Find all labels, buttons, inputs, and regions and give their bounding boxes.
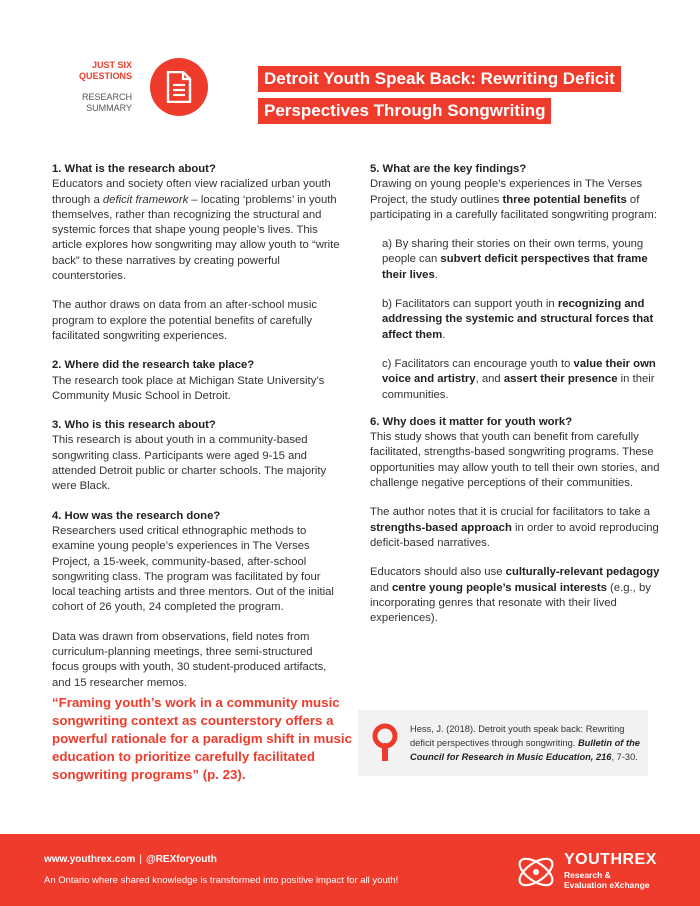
magnifier-icon <box>370 723 400 761</box>
youthrex-logo <box>514 850 664 894</box>
right-column <box>370 162 660 640</box>
header-kicker-block <box>60 60 132 114</box>
title-line-2: Perspectives Through Songwriting <box>258 98 551 124</box>
q4-paragraph-2: Data was drawn from observations, field notes from curriculum-planning meetings, three semi-structured focus groups with youth, 30 student-produced artifacts, and 15 researcher memos. <box>52 630 327 689</box>
pull-quote: “Framing youth’s work in a community music songwriting context as counterstory offers a powerful rationale for a paradigm shift in music education to prioritize carefully facilitated songwriting programs” (p. 23). <box>52 695 352 782</box>
q2-heading: 2. Where did the research take place? <box>52 359 255 372</box>
footer-tagline: An Ontario where shared knowledge is transformed into positive impact for all youth! <box>44 875 399 886</box>
citation-text: Hess, J. (2018). Detroit youth speak back: Rewriting deficit perspectives through songwriting. Bulletin of the Council for Research in Music Education, 216, 7-30. <box>410 724 640 762</box>
q1-heading: 1. What is the research about? <box>52 163 216 175</box>
kicker-line-2: QUESTIONS <box>78 71 132 81</box>
q6-paragraph-2: The author notes that it is crucial for facilitators to take a strengths-based approach in order to avoid reproducing deficit-based narratives. <box>370 506 659 549</box>
q6-paragraph-1: This study shows that youth can benefit from carefully facilitated, strengths-based songwriting programs. These opportunities may allow youth to tell their own stories, and challenge negative perceptions of their communities. <box>370 431 660 490</box>
q1-paragraph-1: Educators and society often view racialized urban youth through a deficit framework – locating ‘problems’ in youth themselves, rather than recognizing the structural and systemic forces that shape young people’s lives. This article explores how songwriting may allow youth to “write back” to these narratives by creating powerful counterstories. <box>52 178 340 283</box>
q6-paragraph-3: Educators should also use culturally-relevant pedagogy and centre young people’s musical interests (e.g., by incorporating genres that resonate with their lived experiences). <box>370 566 660 625</box>
footer-links <box>44 854 217 865</box>
q4-heading: 4. How was the research done? <box>52 509 221 522</box>
title-line-1: Detroit Youth Speak Back: Rewriting Deficit <box>258 66 621 92</box>
q5-finding-c: c) Facilitators can encourage youth to value their own voice and artistry, and assert their presence in their communities. <box>382 357 656 401</box>
q5-finding-b: b) Facilitators can support youth in recognizing and addressing the systemic and structural forces that affect them. <box>382 298 654 341</box>
twitter-handle[interactable]: @REXforyouth <box>145 854 217 865</box>
q5-finding-a: a) By sharing their stories on their own terms, young people can subvert deficit perspectives that frame their lives. <box>382 238 648 281</box>
summary-label-line-1: RESEARCH <box>81 92 132 102</box>
q5-heading: 5. What are the key findings? <box>370 163 527 175</box>
kicker-line-1: JUST SIX <box>91 60 132 70</box>
q5-intro: Drawing on young people’s experiences in The Verses Project, the study outlines three potential benefits of participating in a carefully facilitated songwriting program: <box>370 178 657 221</box>
footer <box>0 834 700 906</box>
footer-separator: | <box>139 854 142 865</box>
q6-heading: 6. Why does it matter for youth work? <box>370 415 573 428</box>
q1-paragraph-2: The author draws on data from an after-school music program to explore the potential benefits of carefully facilitated songwriting experiences. <box>52 299 317 342</box>
website-link[interactable]: www.youthrex.com <box>44 854 136 865</box>
q3-heading: 3. Who is this research about? <box>52 419 216 432</box>
q2-paragraph-1: The research took place at Michigan State University’s Community Music School in Detroit. <box>52 374 325 402</box>
logo-title: YOUTHREX <box>564 851 657 868</box>
page-title <box>258 66 621 130</box>
q4-paragraph-1: Researchers used critical ethnographic methods to examine young people’s experiences in The Verses Project, a 15-week, community-based, after-school songwriting class. The program was facilitated by four local teaching artists and three mentors. Out of the initial cohort of 26 youth, 24 completed the program. <box>52 524 334 614</box>
logo-subtitle: Research & Evaluation eXchange <box>564 870 650 890</box>
left-column <box>52 162 340 705</box>
summary-label-line-2: SUMMARY <box>86 103 132 113</box>
citation-box <box>358 710 648 776</box>
youthrex-logo-icon <box>514 850 558 894</box>
q3-paragraph-1: This research is about youth in a community-based songwriting class. Participants were aged 9-15 and attended Detroit public or charter schools. The majority were Black. <box>52 434 327 493</box>
document-icon <box>150 58 208 116</box>
